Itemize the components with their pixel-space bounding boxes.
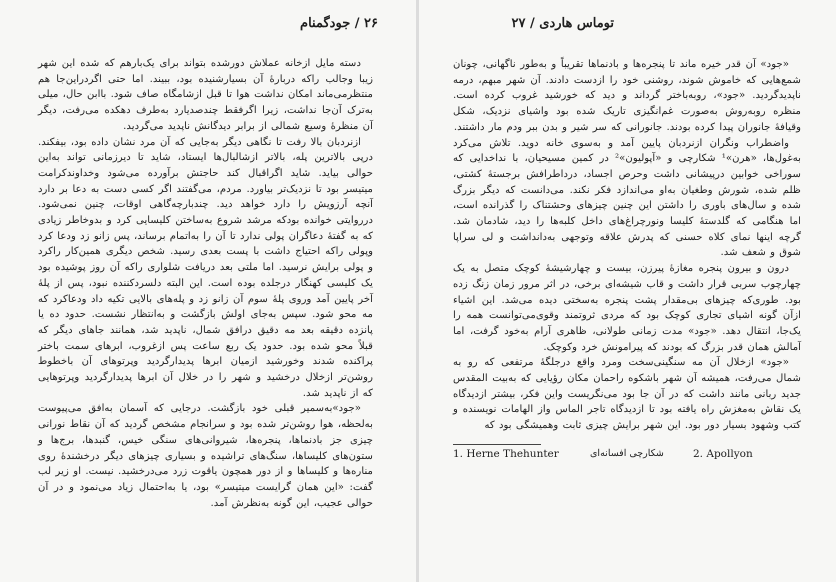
page-header-left: ۲۶ / جودگمنام bbox=[300, 16, 378, 31]
right-page-body bbox=[453, 57, 801, 432]
paragraph: دسته مایل ازخانه عملاش دورشده بتواند برای یک‌بارهم که شده این شهر زیبا وجالب راکه دربارهٔ آن بسیارشنیده بود، ببیند. اما حتی اگردراین‌جا هم منتظرمی‌ماند امکان نداشت هوا تا قبل ازشامگاه صاف شود. باابن حال، میلی به‌ترک آن‌جا نداشت، زیرا اگرفقط چندصدیارد به‌طرف دهکده می‌رفت، دیگر آن منظرهٔ وسیع شمالی از برابر دیدگانش ناپدید می‌گردید. bbox=[38, 58, 373, 132]
footnote-1: 1. Herne Thehunter bbox=[453, 448, 559, 460]
footnote-1-gloss: شکارچی افسانه‌ای bbox=[590, 448, 664, 459]
left-page-body bbox=[38, 56, 373, 509]
paragraph: ازنردبان بالا رفت تا نگاهی دیگر به‌جایی که آن مرد نشان داده بود، بیفکند. درپی بالاترین پله، بالاتر ازشالبال‌ها ایستاد، شاید تا دیرزمانی تواند به‌این حوالی بیاید. شاید اگراقبال کند حاجتش برآورده می‌شود وخداوندکرامت میتیسر بود تا نزدیک‌تر بیاورد. مردم، می‌گفتند اگر کسی دست به دعا بر دارد آنچه آرزویش را دارد خواهد دید. چندبارچه‌گاهی اوقات، چنین نمی‌شود. درروایتی خوانده بودکه مرشد شروع به‌ساختن کلیسایی کرد و بدوخاطر زیادی که به گفتهٔ دعاگران پولی ندارد تا آن را به‌اتمام برساند، پس زانو زد ودعا کرد وپولی راکه احتیاج داشت با پست بعدی رسید. شخص دیگری همین‌کار راکرد و پولی برایش نرسید. اما ملتی بعد دریافت شلواری راکه آن روز پوشیده بود یک کلیسی کهنگار درجلده بوده است. این البته دلسردکننده نبود، پس از پلهٔ آخر پایین آمد وروی پلهٔ سوم آن زانو زد و پله‌های بالایی تکیه داد ودعاکرد که مه محو شود. سپس به‌جای اولش بازگشت و به‌انتظار نشست. حدود ده یا پانزده دقیقه بعد مه دقیق درافق شمال، ناپدید شد، همانند جاهای دیگر که قبلاً محو شده بود. حدود یک ربع ساعت پس ازغروب، ابرهای سمت باختر پراکنده شدند وخورشید ازمیان ابرها پدیدارگردید وپرتوهای آن باخطوط روشن‌تر ازخلال درخشید و شهر را در خلال آن ابرها پدیدارگردید وپرتوهایی که از ناپدید شد. bbox=[38, 136, 373, 399]
left-page bbox=[0, 0, 417, 582]
right-page bbox=[419, 0, 836, 582]
footnotes bbox=[453, 445, 801, 463]
paragraph: «جود» ازخلال آن مه سنگینی‌سخت ومرد واقع درجلگهٔ مرتفعی که رو به شمال می‌رفت، همیشه آن شهر باشکوه راحمان مکان رؤیایی که به‌بیت المقدس جدید ربانی مانند داشت که در آن جا بود می‌نگریست واین فکر، بیشتر ازدیدگاه یک نقاش به‌مغزش راه یافته بود تا ازدیدگاه تاجر الماس واز الهامات نویسنده و کتب وشهود بسیار دور بود. این شهر برایش چیزی ثابت وهمیشگی بود که bbox=[453, 357, 801, 432]
footnote-2: 2. Apollyon bbox=[693, 448, 753, 460]
paragraph: واضطراب ونگران ازنردبان پایین آمد و به‌سوی خانه دوید. تلاش می‌کرد به‌غول‌ها، «هرن»¹ شکارچی و «آپولیون»² در کمین مسیحیان، با نداخدایی که سوراخی خوابین درپیشانی داشت وحرص اجساد، درداطرافش برجستهٔ کشتی، ظلم شده، شورش وطغیان به‌او می‌اندازد فکر نکند. می‌دانست که دیگر بزرگ شده و سال‌های باوری را داشتن این چنین چیزهای وحشتناک را گذرانده است، اما هنگامی که گلدستهٔ کلیسا ونورچراغ‌های داخل کلبه‌ها را دید، شادمان شد. گرچه اینها نمای کلاه حسنی که پدرش علاقه وتوجهی به‌دانداشت و لی سراپا شوق و شعف شد. bbox=[453, 137, 801, 259]
paragraph: درون و بیرون پنجره مغازهٔ پیرزن، بیست و چهارشیشهٔ کوچک متصل به یک چهارچوب سربی قرار داشت و قاب شیشه‌ای برخی، در اثر مرور زمان زنگ زده بود. طوری‌که چیزهای بی‌مقدار پشت پنجره به‌سختی دیده می‌شد. این اشیاء ازآن گونه اشیای تجاری کوچک بود که مردی ثروتمند وقوی‌می‌توانست همه را یک‌جا، انتقال دهد. «جود» مدت زمانی طولانی، ظاهری آرام به‌خود گرفت، اما آمالش همان قدر بزرگ که بودند که پیرامونش خرد وکوچک. bbox=[453, 263, 801, 353]
paragraph: «جود»به‌سمیر قبلی خود بازگشت. درجایی که آسمان به‌افق می‌پیوست به‌لحظه، هوا روشن‌تر شده بود و سرانجام مشخص گردید که آن نقاط نورانی چیزی جز بادنماها، پنجره‌ها، شیروانی‌های سنگی خیس، گنبد‌ها، برج‌ها و ستون‌های کلیساها، سنگ‌های تراشیده و بسیاری چیزهای دیگر درخشندهٔ روی مناره‌ها و کلیساها و از دور همچون یاقوت زرد می‌درخشید. نیست. او زیر لب گفت: «این همان گرایست میتیسر» بود، یا به‌احتمال زیاد می‌نمود و در آن حوالی عجیب، این گونه به‌نظرش آمد. bbox=[38, 403, 373, 509]
paragraph: «جود» آن قدر خیره ماند تا پنجره‌ها و بادنماها تقریباً و به‌طور ناگهانی، چونان شمع‌هایی که خاموش شوند، روشنی خود را ازدست دادند. آن شهر مبهم، درمه ناپدیدگردید. «جود»، روبه‌باختر گرداند و دید که خورشید غروب کرده است. منظره روبه‌روش به‌صورت غم‌انگیزی تاریک شده بود واشیای نزدیک، شکل وقیافهٔ جانوران پیدا کرده بودند. جانورانی که سر شیر و بدن ببر ودم مار داشتند. bbox=[453, 59, 801, 133]
page-header-right: توماس هاردی / ۲۷ bbox=[511, 16, 614, 31]
